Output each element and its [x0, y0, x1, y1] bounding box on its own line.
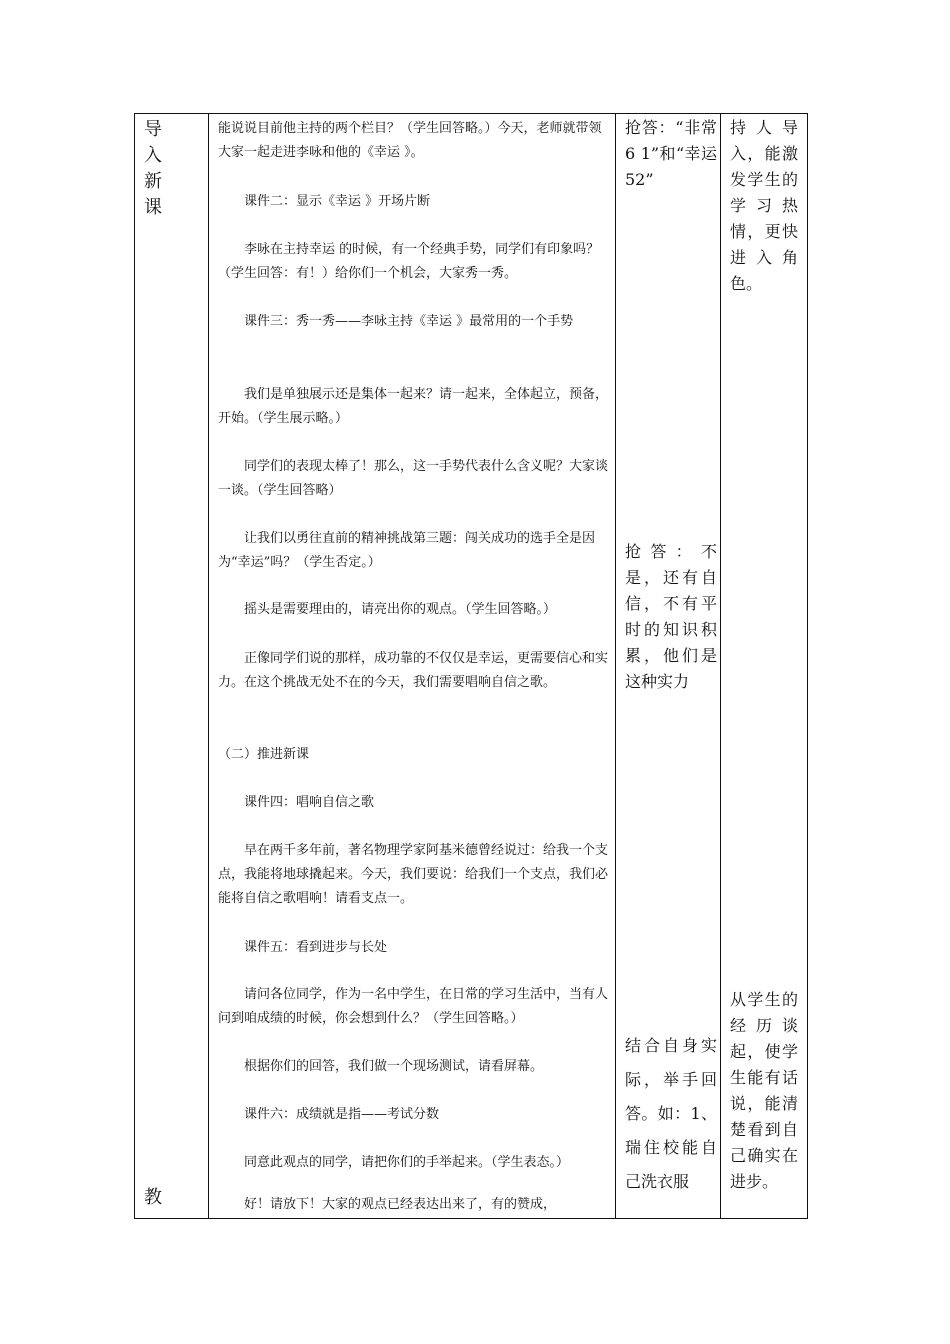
- paragraph: 早在两千多年前，著名物理学家阿基米德曾经说过：给我一个支点，我能将地球撬起来。今天，我们要说：给我们一个支点，我们必能将自信之歌唱响！请看支点一。: [218, 843, 609, 906]
- student-activity-3: [625, 1029, 717, 1199]
- activity-text: 结合自身实际，举手回答。如：1、瑞住校能自己洗衣服: [625, 1036, 717, 1191]
- design-intent-2: [730, 987, 798, 1195]
- paragraph: 同意此观点的同学，请把你们的手举起来。（学生表态。）: [244, 1155, 570, 1170]
- intent-text: 持人导入，能激发学生的学习热情，更快进入角色。: [730, 118, 798, 293]
- paragraph: 摇头是需要理由的，请亮出你的观点。（学生回答略。）: [244, 602, 557, 617]
- activity-text: 抢答：“非常6 1”和“幸运52”: [625, 118, 717, 189]
- paragraph: 好！请放下！大家的观点已经表达出来了，有的赞成，: [244, 1197, 557, 1212]
- paragraph: 正像同学们说的那样，成功靠的不仅仅是幸运，更需要信心和实力。在这个挑战无处不在的今天，我们需要唱响自信之歌。: [218, 651, 609, 690]
- paragraph: 能说说目前他主持的两个栏目？（学生回答略。）今天，老师就带领大家一起走进李咏和他的《幸运 》。: [218, 121, 602, 160]
- paragraph: 课件六：成绩就是指——考试分数: [244, 1107, 440, 1122]
- intent-text: 从学生的经历谈起，使学生能有话说，能清楚看到自己确实在进步。: [730, 990, 798, 1191]
- paragraph: 让我们以勇往直前的精神挑战第三题：闯关成功的选手全是因为“幸运”吗？（学生否定。）: [218, 531, 596, 570]
- student-activity-1: [625, 115, 717, 193]
- paragraph: 课件五：看到进步与长处: [244, 940, 388, 955]
- paragraph: 课件四：唱响自信之歌: [244, 795, 375, 810]
- stage-char: 导: [144, 119, 162, 140]
- paragraph: 根据你们的回答，我们做一个现场测试，请看屏幕。: [244, 1059, 544, 1074]
- design-intent-1: [730, 115, 798, 297]
- stage-char: 新: [144, 171, 162, 192]
- column-divider-1: [208, 113, 209, 1219]
- paragraph: 李咏在主持幸运 的时候，有一个经典手势，同学们有印象吗？（学生回答：有！）给你们一个机会，大家秀一秀。: [218, 242, 600, 281]
- paragraph: 请问各位同学，作为一名中学生，在日常的学习生活中，当有人问到咱成绩的时候，你会想到什么？（学生回答略。）: [218, 987, 609, 1026]
- stage-label: [144, 117, 194, 221]
- stage-label-next: 教: [144, 1187, 162, 1208]
- column-divider-2: [615, 113, 616, 1219]
- paragraph: 课件二：显示《幸运 》开场片断: [244, 194, 431, 209]
- table-border-right: [807, 113, 808, 1219]
- stage-char: 课: [144, 197, 162, 218]
- table-border-bottom: [134, 1218, 808, 1219]
- stage-char: 入: [144, 145, 162, 166]
- paragraph: 同学们的表现太棒了！那么，这一手势代表什么含义呢？大家谈一谈。（学生回答略）: [218, 459, 609, 498]
- lesson-table: [134, 113, 808, 1219]
- paragraph: 课件三：秀一秀——李咏主持《幸运 》最常用的一个手势: [244, 314, 574, 329]
- student-activity-2: [625, 539, 717, 695]
- section-heading: （二）推进新课: [218, 747, 310, 762]
- table-border-left: [134, 113, 135, 1219]
- paragraph: 我们是单独展示还是集体一起来？请一起来，全体起立，预备，开始。（学生展示略。）: [218, 387, 609, 426]
- table-border-top: [134, 113, 808, 114]
- column-divider-3: [720, 113, 721, 1219]
- activity-text: 抢答：不是，还有自信，不有平时的知识积累，他们是这种实力: [625, 542, 717, 691]
